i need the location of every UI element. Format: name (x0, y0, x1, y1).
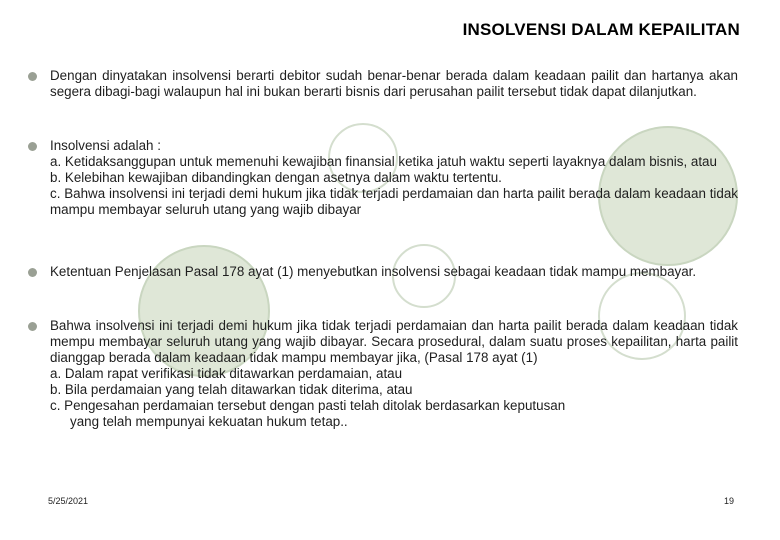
footer-date: 5/25/2021 (48, 496, 89, 506)
sub-item-a: a. Ketidaksanggupan untuk memenuhi kewajiban finansial ketika jatuh waktu seperti layaknya dalam bisnis, atau (50, 154, 717, 169)
bullet-item-2 (22, 138, 738, 218)
sub-item-c: c. Pengesahan perdamaian tersebut dengan pasti telah ditolak berdasarkan keputusan (50, 398, 566, 413)
page-number: 19 (723, 496, 734, 506)
bullet-text: Dengan dinyatakan insolvensi berarti debitor sudah benar-benar berada dalam keadaan pailit dan hartanya akan segera dibagi-bagi walaupun hal ini bukan berarti bisnis dari perusahan pailit tersebut tidak dapat dilanjutkan. (50, 68, 738, 99)
bullet-dot-icon (28, 268, 37, 277)
sub-item-b: b. Bila perdamaian yang telah ditawarkan tidak diterima, atau (50, 382, 413, 397)
bullet-dot-icon (28, 72, 37, 81)
bullet-dot-icon (28, 142, 37, 151)
sub-item-a: a. Dalam rapat verifikasi tidak ditawarkan perdamaian, atau (50, 366, 403, 381)
bullet-item-3 (22, 264, 738, 280)
bullet-dot-icon (28, 322, 37, 331)
bullet-intro: Bahwa insolvensi ini terjadi demi hukum jika tidak terjadi perdamaian dan harta pailit berada dalam keadaan tidak mempu membayar seluruh utang yang wajib dibayar. Secara prosedural, dalam suatu proses kepailitan, harta pailit dianggap berada dalam keadaan tidak mampu membayar jika, (Pasal 178 ayat (1) (50, 318, 738, 365)
bullet-item-1 (22, 68, 738, 100)
bullet-item-4 (22, 318, 738, 430)
bullet-content (50, 318, 738, 430)
slide-title: INSOLVENSI DALAM KEPAILITAN (462, 20, 740, 39)
sub-item-b: b. Kelebihan kewajiban dibandingkan dengan asetnya dalam waktu tertentu. (50, 170, 502, 185)
bullet-intro: Insolvensi adalah : (50, 138, 161, 153)
bullet-content (50, 138, 738, 218)
sub-item-c: c. Bahwa insolvensi ini terjadi demi hukum jika tidak terjadi perdamaian dan harta pailit berada dalam keadaan tidak mampu membayar seluruh utang yang wajib dibayar (50, 186, 738, 217)
bullet-text: Ketentuan Penjelasan Pasal 178 ayat (1) menyebutkan insolvensi sebagai keadaan tidak mampu membayar. (50, 264, 697, 279)
sub-item-c-continuation: yang telah mempunyai kekuatan hukum tetap.. (70, 414, 348, 429)
